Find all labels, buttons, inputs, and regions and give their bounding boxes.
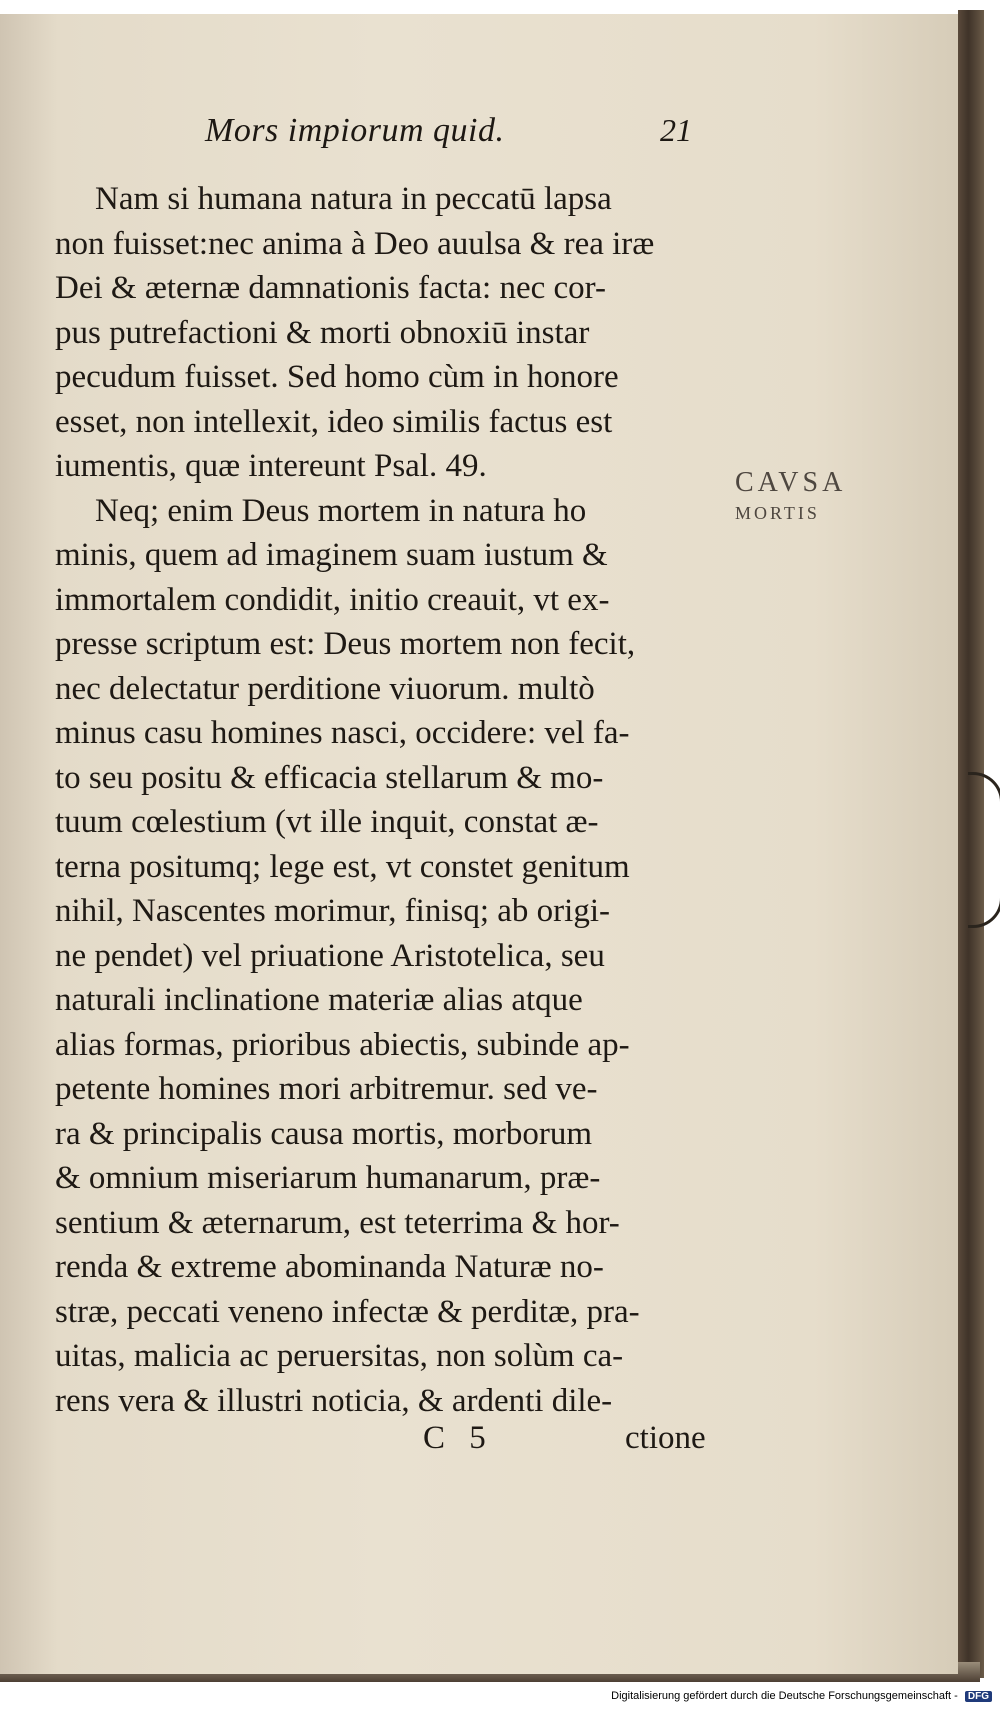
digitization-credit bbox=[611, 1690, 992, 1702]
text-line: ne pendet) vel priuatione Aristotelica, seu bbox=[55, 937, 605, 974]
page-number: 21 bbox=[660, 112, 692, 148]
text-line: immortalem condidit, initio creauit, vt ex- bbox=[55, 581, 610, 618]
text-line: nec delectatur perditione viuorum. multò bbox=[55, 670, 595, 707]
margin-note-line: MORTIS bbox=[735, 503, 820, 523]
text-line: presse scriptum est: Deus mortem non fecit, bbox=[55, 626, 636, 662]
text-line: terna positumq; lege est, vt constet genitum bbox=[55, 848, 630, 885]
text-line: stræ, peccati veneno infectæ & perditæ, pra- bbox=[55, 1293, 640, 1330]
catchword: ctione bbox=[625, 1420, 706, 1456]
credit-text: Digitalisierung gefördert durch die Deutsche Forschungsgemeinschaft - bbox=[611, 1690, 958, 1702]
margin-note-line: CAVSA bbox=[735, 467, 847, 498]
text-line: nihil, Nascentes morimur, finisq; ab origi- bbox=[55, 893, 610, 929]
text-line: & omnium miseriarum humanarum, præ- bbox=[55, 1160, 601, 1196]
text-line: tuum cœlestium (vt ille inquit, constat æ- bbox=[55, 804, 599, 840]
text-line: minis, quem ad imaginem suam iustum & bbox=[55, 537, 608, 573]
text-line: Dei & æternæ damnationis facta: nec cor- bbox=[55, 270, 606, 306]
text-line: petente homines mori arbitremur. sed ve- bbox=[55, 1071, 598, 1107]
running-title: Mors impiorum quid. bbox=[205, 112, 505, 149]
body-text bbox=[55, 177, 745, 1423]
text-line: sentium & æternarum, est teterrima & hor- bbox=[55, 1204, 620, 1241]
page-header bbox=[205, 112, 725, 162]
clasp-strap bbox=[968, 772, 1000, 928]
text-line: Nam si humana natura in peccatū lapsa bbox=[95, 181, 612, 217]
text-line: Neq; enim Deus mortem in natura ho bbox=[95, 492, 587, 529]
text-line: to seu positu & efficacia stellarum & mo- bbox=[55, 759, 604, 796]
text-line: ra & principalis causa mortis, morborum bbox=[55, 1115, 593, 1152]
text-line: alias formas, prioribus abiectis, subinde ap- bbox=[55, 1026, 630, 1063]
text-line: iumentis, quæ intereunt Psal. 49. bbox=[55, 448, 487, 484]
text-line: naturali inclinatione materiæ alias atque bbox=[55, 982, 583, 1018]
text-line: non fuisset:nec anima à Deo auulsa & rea iræ bbox=[55, 225, 655, 262]
dfg-logo: DFG bbox=[965, 1691, 992, 1702]
text-line: pus putrefactioni & morti obnoxiū instar bbox=[55, 314, 590, 351]
text-line: uitas, malicia ac peruersitas, non solùm ca- bbox=[55, 1338, 624, 1374]
margin-note bbox=[735, 465, 885, 525]
text-line: esset, non intellexit, ideo similis factus est bbox=[55, 403, 613, 440]
page-footer bbox=[55, 1420, 745, 1470]
signature-mark: C 5 bbox=[423, 1420, 494, 1456]
text-line: rens vera & illustri noticia, & ardenti dile- bbox=[55, 1382, 613, 1419]
text-line: minus casu homines nasci, occidere: vel fa- bbox=[55, 715, 630, 751]
text-line: pecudum fuisset. Sed homo cùm in honore bbox=[55, 359, 619, 395]
text-line: renda & extreme abominanda Naturæ no- bbox=[55, 1249, 604, 1285]
